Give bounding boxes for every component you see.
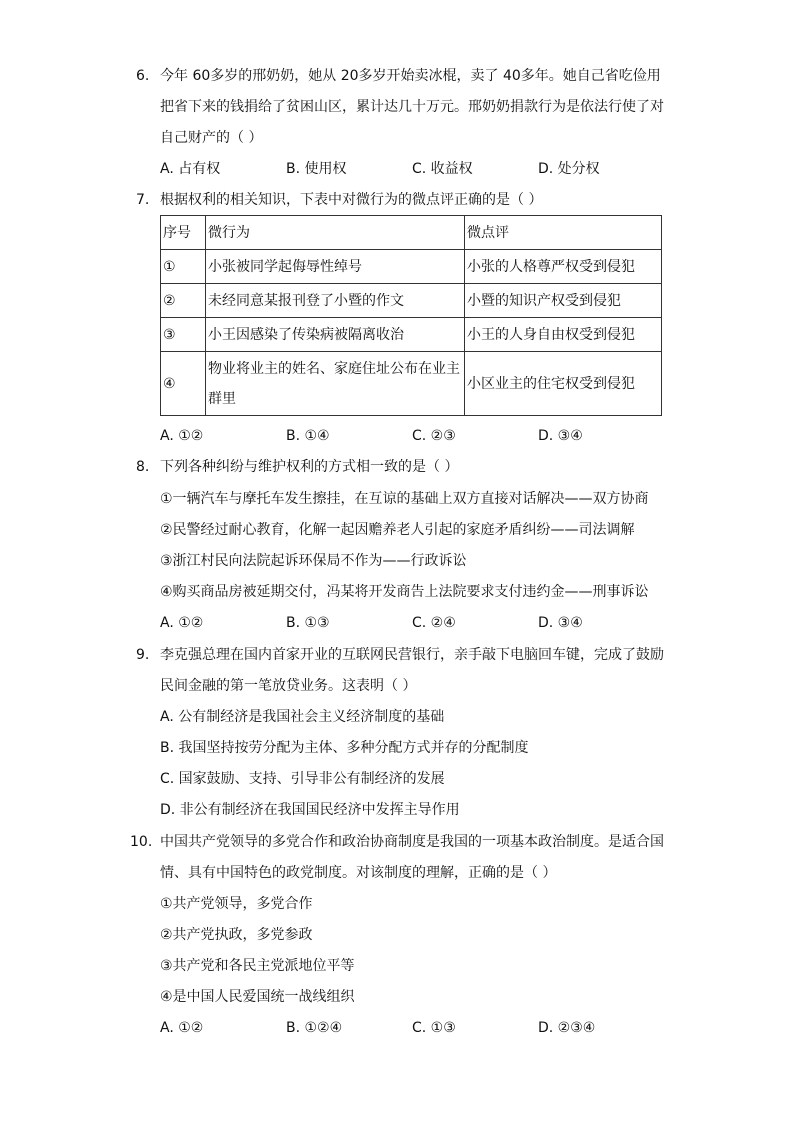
- option-d: D. 处分权: [538, 161, 600, 177]
- option-a: A. ①②: [160, 1020, 204, 1036]
- table-cell: 小暨的知识产权受到侵犯: [465, 284, 662, 318]
- table-row: [161, 250, 662, 284]
- question-number: 10.: [130, 834, 153, 850]
- option-b: B. ①③: [286, 615, 330, 631]
- option-c: C. ①③: [412, 1020, 456, 1036]
- table-cell: ③: [161, 318, 206, 352]
- question-text-line: 自己财产的（ ）: [160, 130, 263, 146]
- question-text-line: ③浙江村民向法院起诉环保局不作为——行政诉讼: [160, 553, 467, 569]
- table-header-cell: 微行为: [206, 216, 465, 250]
- option-b: B. 我国坚持按劳分配为主体、多种分配方式并存的分配制度: [160, 740, 529, 756]
- question-number: 9.: [136, 647, 150, 663]
- table-cell: 小张的人格尊严权受到侵犯: [465, 250, 662, 284]
- option-a: A. 占有权: [160, 161, 221, 177]
- question-text-line: 中国共产党领导的多党合作和政治协商制度是我国的一项基本政治制度。是适合国: [160, 834, 664, 850]
- table-row: [161, 352, 662, 416]
- option-c: C. ②③: [412, 428, 456, 444]
- table-row: [161, 284, 662, 318]
- question-text-line: ④购买商品房被延期交付，冯某将开发商告上法院要求支付违约金——刑事诉讼: [160, 584, 649, 600]
- option-b: B. ①②④: [286, 1020, 343, 1036]
- question-text-line: ②民警经过耐心教育，化解一起因赡养老人引起的家庭矛盾纠纷——司法调解: [160, 522, 635, 538]
- table-cell: 未经同意某报刊登了小暨的作文: [206, 284, 465, 318]
- question-text-line: 情、具有中国特色的政党制度。对该制度的理解，正确的是（ ）: [160, 865, 557, 881]
- table-cell: ①: [161, 250, 206, 284]
- option-b: B. 使用权: [286, 161, 347, 177]
- question-text-line: 根据权利的相关知识，下表中对微行为的微点评正确的是（ ）: [160, 192, 543, 208]
- question-number: 7.: [136, 192, 150, 208]
- table-cell: ②: [161, 284, 206, 318]
- question-text-line: 下列各种纠纷与维护权利的方式相一致的是（ ）: [160, 459, 459, 475]
- question-text-line: ③共产党和各民主党派地位平等: [160, 958, 355, 974]
- question-number: 6.: [136, 68, 150, 84]
- table-header-cell: 微点评: [465, 216, 662, 250]
- question-text-line: 李克强总理在国内首家开业的互联网民营银行，亲手敲下电脑回车键，完成了鼓励: [160, 647, 664, 663]
- question-text-line: ②共产党执政，多党参政: [160, 927, 313, 943]
- table-cell: 小王的人身自由权受到侵犯: [465, 318, 662, 352]
- question-number: 8.: [136, 459, 150, 475]
- question-text-line: ①共产党领导，多党合作: [160, 896, 313, 912]
- table-cell: 小张被同学起侮辱性绰号: [206, 250, 465, 284]
- table-header-row: [161, 216, 662, 250]
- option-d: D. ③④: [538, 615, 583, 631]
- option-d: D. ③④: [538, 428, 583, 444]
- question-text-line: 把省下来的钱捐给了贫困山区，累计达几十万元。邢奶奶捐款行为是依法行使了对: [160, 99, 664, 115]
- question-text-line: ①一辆汽车与摩托车发生擦挂，在互谅的基础上双方直接对话解决——双方协商: [160, 491, 649, 507]
- question-text-line: 民间金融的第一笔放贷业务。这表明（ ）: [160, 678, 417, 694]
- question-text-line: ④是中国人民爱国统一战线组织: [160, 989, 355, 1005]
- table-row: [161, 318, 662, 352]
- table-cell: 小王因感染了传染病被隔离收治: [206, 318, 465, 352]
- option-d: D. ②③④: [538, 1020, 596, 1036]
- option-c: C. 国家鼓励、支持、引导非公有制经济的发展: [160, 771, 445, 787]
- table-cell: ④: [161, 352, 206, 416]
- option-d: D. 非公有制经济在我国国民经济中发挥主导作用: [160, 802, 460, 818]
- option-a: A. ①②: [160, 615, 204, 631]
- table-header-cell: 序号: [161, 216, 206, 250]
- option-a: A. ①②: [160, 428, 204, 444]
- option-b: B. ①④: [286, 428, 330, 444]
- micro-behavior-table: [160, 215, 662, 416]
- option-a: A. 公有制经济是我国社会主义经济制度的基础: [160, 709, 445, 725]
- option-c: C. ②④: [412, 615, 456, 631]
- option-c: C. 收益权: [412, 161, 473, 177]
- table-cell: 小区业主的住宅权受到侵犯: [465, 352, 662, 416]
- question-text-line: 今年 60多岁的邢奶奶，她从 20多岁开始卖冰棍，卖了 40多年。她自己省吃俭用: [160, 68, 661, 84]
- table-cell: 物业将业主的姓名、家庭住址公布在业主群里: [206, 352, 465, 416]
